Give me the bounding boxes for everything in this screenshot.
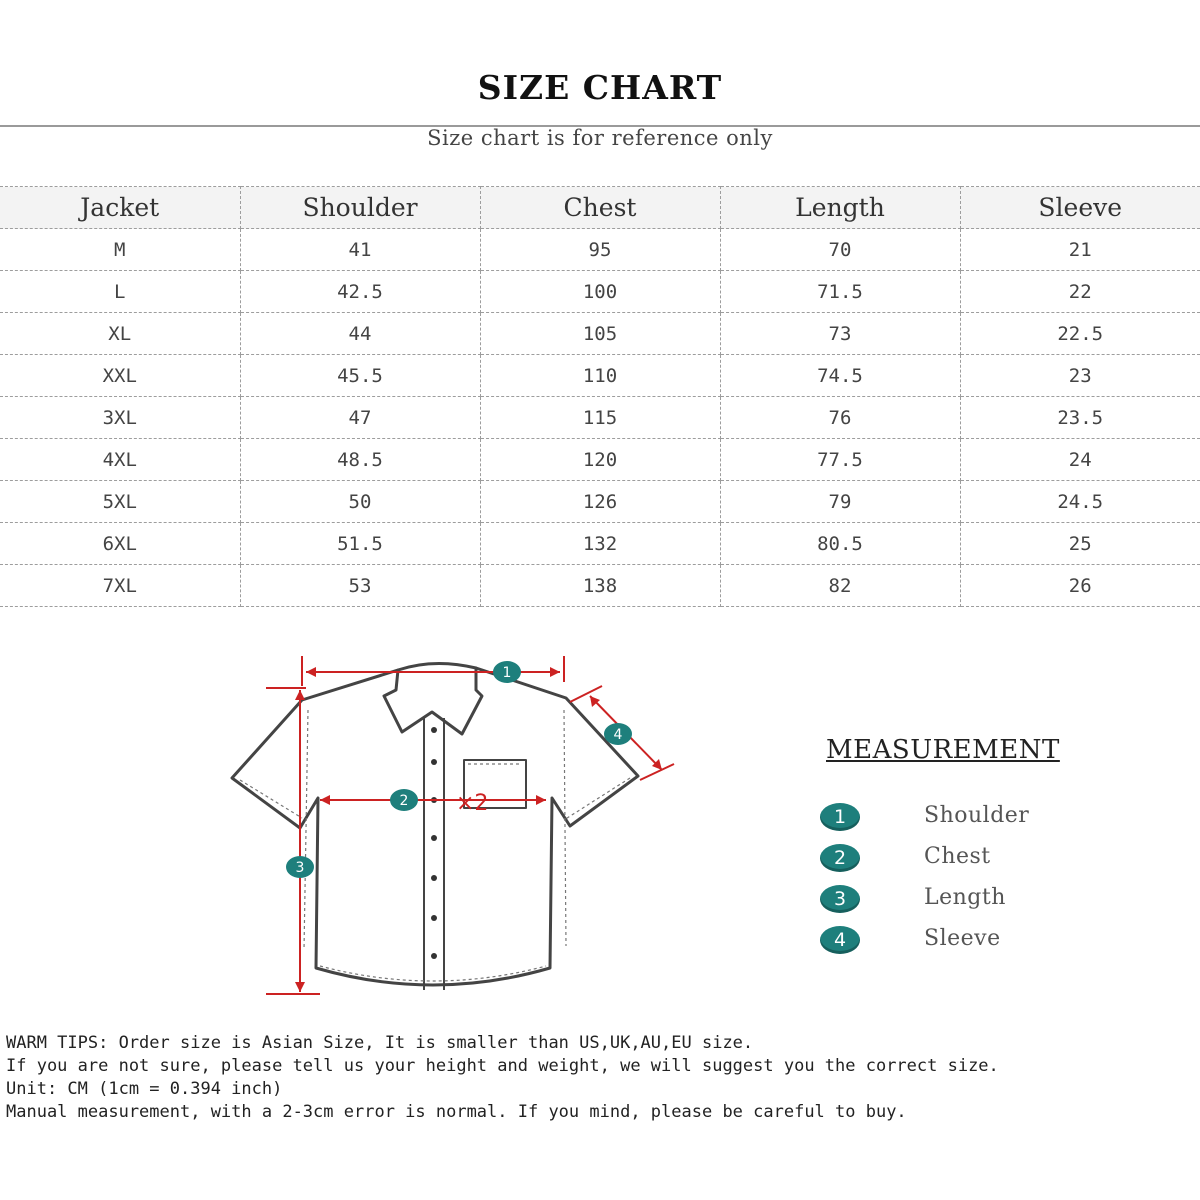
page-subtitle: Size chart is for reference only — [427, 126, 773, 150]
legend-item-length — [820, 877, 1160, 918]
cell-length: 73 — [720, 313, 960, 355]
chest-multiplier: ×2 — [456, 791, 489, 816]
header-sleeve: Sleeve — [960, 187, 1200, 229]
cell-length: 74.5 — [720, 355, 960, 397]
legend-label: Shoulder — [924, 803, 1030, 828]
cell-size: M — [0, 229, 240, 271]
cell-length: 82 — [720, 565, 960, 607]
cell-chest: 126 — [480, 481, 720, 523]
cell-size: 5XL — [0, 481, 240, 523]
cell-sleeve: 23 — [960, 355, 1200, 397]
cell-size: XXL — [0, 355, 240, 397]
size-table — [0, 186, 1200, 607]
header-jacket: Jacket — [0, 187, 240, 229]
cell-length: 70 — [720, 229, 960, 271]
cell-length: 80.5 — [720, 523, 960, 565]
cell-sleeve: 24 — [960, 439, 1200, 481]
legend-badge: 4 — [820, 926, 860, 954]
diagram-marker-3: 3 — [295, 860, 305, 876]
cell-shoulder: 48.5 — [240, 439, 480, 481]
measurement-legend — [820, 735, 1160, 959]
cell-size: 6XL — [0, 523, 240, 565]
tip-unit: Unit: CM (1cm = 0.394 inch) — [6, 1079, 283, 1099]
cell-shoulder: 47 — [240, 397, 480, 439]
shirt-buttons — [431, 727, 437, 959]
legend-label: Chest — [924, 844, 991, 869]
cell-chest: 110 — [480, 355, 720, 397]
cell-sleeve: 21 — [960, 229, 1200, 271]
cell-shoulder: 51.5 — [240, 523, 480, 565]
cell-sleeve: 26 — [960, 565, 1200, 607]
cell-chest: 138 — [480, 565, 720, 607]
cell-shoulder: 53 — [240, 565, 480, 607]
cell-size: 7XL — [0, 565, 240, 607]
diagram-marker-2: 2 — [399, 793, 409, 809]
shirt-diagram — [220, 650, 700, 1010]
cell-size: XL — [0, 313, 240, 355]
legend-badge: 2 — [820, 844, 860, 872]
tip-asian-size: WARM TIPS: Order size is Asian Size, It is smaller than US,UK,AU,EU size. — [6, 1033, 754, 1053]
cell-length: 71.5 — [720, 271, 960, 313]
legend-badge: 1 — [820, 803, 860, 831]
cell-chest: 120 — [480, 439, 720, 481]
cell-sleeve: 22.5 — [960, 313, 1200, 355]
legend-badge: 3 — [820, 885, 860, 913]
tip-height-weight: If you are not sure, please tell us your height and weight, we will suggest you the correct size. — [6, 1056, 999, 1076]
legend-label: Length — [924, 885, 1006, 910]
cell-chest: 105 — [480, 313, 720, 355]
cell-length: 79 — [720, 481, 960, 523]
diagram-marker-1: 1 — [502, 665, 512, 681]
shirt-collar — [384, 663, 482, 734]
measurement-title: MEASUREMENT — [826, 735, 1060, 765]
legend-item-chest — [820, 836, 1160, 877]
header-length: Length — [720, 187, 960, 229]
table-row — [0, 565, 1200, 607]
legend-item-sleeve — [820, 918, 1160, 959]
legend-label: Sleeve — [924, 926, 1001, 951]
cell-sleeve: 23.5 — [960, 397, 1200, 439]
cell-shoulder: 45.5 — [240, 355, 480, 397]
table-row — [0, 355, 1200, 397]
legend-item-shoulder — [820, 795, 1160, 836]
cell-sleeve: 24.5 — [960, 481, 1200, 523]
table-row — [0, 481, 1200, 523]
cell-length: 76 — [720, 397, 960, 439]
cell-chest: 132 — [480, 523, 720, 565]
shirt-placket — [424, 718, 444, 990]
cell-size: 3XL — [0, 397, 240, 439]
cell-length: 77.5 — [720, 439, 960, 481]
tip-measurement-error: Manual measurement, with a 2-3cm error is normal. If you mind, please be careful to buy. — [6, 1102, 907, 1122]
cell-chest: 115 — [480, 397, 720, 439]
diagram-marker-4: 4 — [613, 727, 623, 743]
table-header-row — [0, 187, 1200, 229]
cell-size: L — [0, 271, 240, 313]
header-chest: Chest — [480, 187, 720, 229]
cell-chest: 100 — [480, 271, 720, 313]
header-shoulder: Shoulder — [240, 187, 480, 229]
table-row — [0, 439, 1200, 481]
table-row — [0, 229, 1200, 271]
cell-chest: 95 — [480, 229, 720, 271]
cell-sleeve: 22 — [960, 271, 1200, 313]
page-title: SIZE CHART — [477, 68, 723, 107]
warm-tips — [6, 1032, 1186, 1124]
cell-shoulder: 41 — [240, 229, 480, 271]
cell-size: 4XL — [0, 439, 240, 481]
table-row — [0, 397, 1200, 439]
cell-shoulder: 50 — [240, 481, 480, 523]
table-row — [0, 523, 1200, 565]
table-row — [0, 313, 1200, 355]
table-row — [0, 271, 1200, 313]
cell-sleeve: 25 — [960, 523, 1200, 565]
cell-shoulder: 44 — [240, 313, 480, 355]
cell-shoulder: 42.5 — [240, 271, 480, 313]
